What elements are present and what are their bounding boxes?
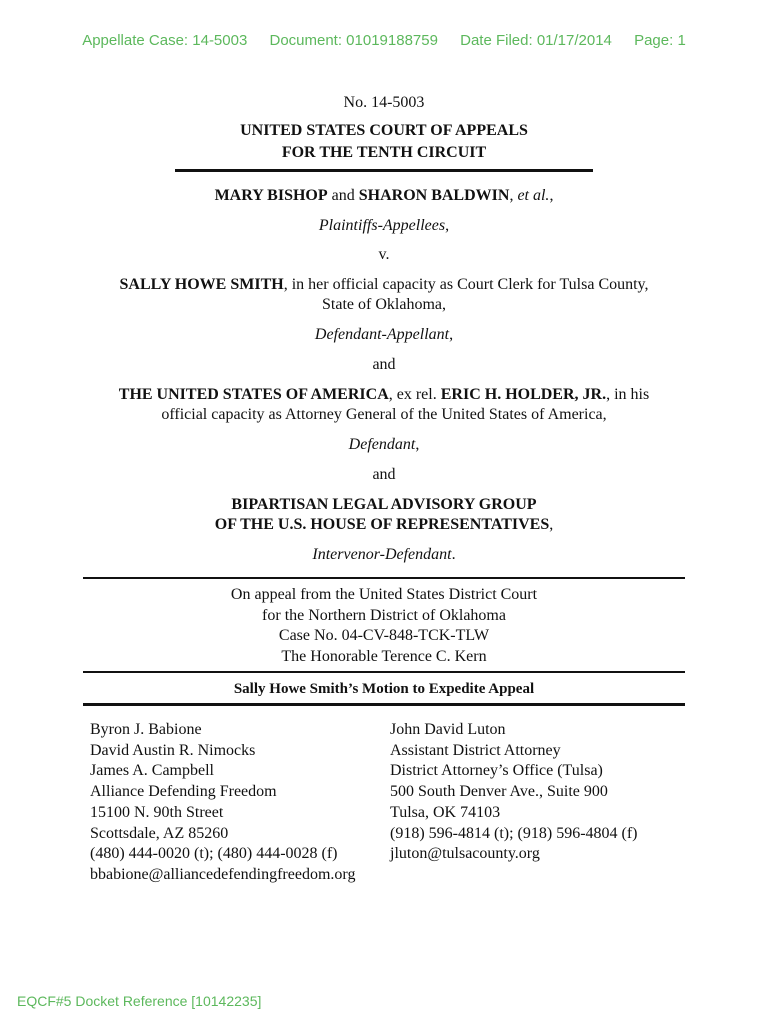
defendant-clerk-name: SALLY HOWE SMITH xyxy=(119,276,284,293)
counsel-left-line: David Austin R. Nimocks xyxy=(90,741,256,759)
intervenor-role-text: Intervenor-Defendant xyxy=(312,546,452,563)
appeal-line4: The Honorable Terence C. Kern xyxy=(281,648,487,665)
united-states-exrel: , ex rel. xyxy=(388,386,441,403)
counsel-right-line: Tulsa, OK 74103 xyxy=(390,803,501,821)
party-plaintiffs xyxy=(0,187,768,205)
plaintiff-sep: , xyxy=(509,187,518,204)
counsel-left-email: bbabione@alliancedefendingfreedom.org xyxy=(90,865,356,883)
intervenor-name-end: , xyxy=(549,516,554,533)
plaintiff-end: , xyxy=(549,187,554,204)
defendant-clerk-desc-line2: State of Oklahoma, xyxy=(322,296,446,313)
defendant-role-text: Defendant xyxy=(348,436,416,453)
counsel-left-line: James A. Campbell xyxy=(90,762,214,780)
motion-top-divider xyxy=(83,671,685,673)
counsel-left-phone: (480) 444-0020 (t); (480) 444-0028 (f) xyxy=(90,845,338,863)
counsel-left-line: Byron J. Babione xyxy=(90,721,202,738)
case-number: No. 14-5003 xyxy=(343,94,425,111)
counsel-left-line: Scottsdale, AZ 85260 xyxy=(90,824,229,842)
motion-bottom-divider xyxy=(83,703,685,706)
party-united-states xyxy=(0,386,768,404)
defendant-appellant-role-end: , xyxy=(449,326,454,343)
counsel-right-email: jluton@tulsacounty.org xyxy=(390,845,540,863)
defendant-appellant-role-text: Defendant-Appellant xyxy=(314,326,450,343)
plaintiffs-role xyxy=(0,217,768,235)
plaintiff-name-2: SHARON BALDWIN xyxy=(358,187,510,204)
united-states-name: THE UNITED STATES OF AMERICA xyxy=(118,386,389,403)
united-states-desc: , in his xyxy=(606,386,650,403)
counsel-left-line: 15100 N. 90th Street xyxy=(90,803,224,821)
header-document: Document: 01019188759 xyxy=(269,32,438,49)
intervenor-role-end: . xyxy=(451,546,456,563)
motion-title: Sally Howe Smith’s Motion to Expedite Appeal xyxy=(233,681,535,697)
counsel-right-phone: (918) 596-4814 (t); (918) 596-4804 (f) xyxy=(390,824,638,842)
header-page: Page: 1 xyxy=(634,32,686,49)
counsel-right-line: District Attorney’s Office (Tulsa) xyxy=(390,762,603,780)
defendant-role xyxy=(0,436,768,454)
appeal-line1: On appeal from the United States District Court xyxy=(230,586,538,603)
plaintiff-and: and xyxy=(327,187,359,204)
docket-reference-footer: EQCF#5 Docket Reference [10142235] xyxy=(17,993,262,1009)
counsel-right-line: 500 South Denver Ave., Suite 900 xyxy=(390,783,608,801)
counsel-right-line: John David Luton xyxy=(390,721,506,738)
attorney-general-name: ERIC H. HOLDER, JR. xyxy=(440,386,607,403)
header-date-filed: Date Filed: 01/17/2014 xyxy=(460,32,612,49)
intervenor-role xyxy=(0,546,768,564)
defendant-role-end: , xyxy=(415,436,420,453)
counsel-left-line: Alliance Defending Freedom xyxy=(90,783,277,801)
defendant-appellant-role xyxy=(0,326,768,344)
counsel-right-line: Assistant District Attorney xyxy=(390,741,561,759)
plaintiff-etal: et al. xyxy=(517,187,550,204)
counsel-block-right xyxy=(390,720,638,865)
versus: v. xyxy=(378,246,390,263)
defendant-clerk-desc: , in her official capacity as Court Clerk for Tulsa County, xyxy=(283,276,649,293)
intervenor-name-line1: BIPARTISAN LEGAL ADVISORY GROUP xyxy=(231,496,537,513)
plaintiffs-role-end: , xyxy=(445,217,450,234)
and-2: and xyxy=(372,466,396,483)
intervenor-name-line2 xyxy=(0,516,768,534)
appeal-top-divider xyxy=(83,577,685,579)
plaintiffs-role-text: Plaintiffs-Appellees xyxy=(318,217,446,234)
court-name-line1: UNITED STATES COURT OF APPEALS xyxy=(240,122,528,139)
and-1: and xyxy=(372,356,396,373)
appeal-line3: Case No. 04-CV-848-TCK-TLW xyxy=(278,627,490,644)
court-name-line2: FOR THE TENTH CIRCUIT xyxy=(281,144,487,161)
plaintiff-name-1: MARY BISHOP xyxy=(214,187,328,204)
filing-header xyxy=(0,32,768,49)
party-defendant-clerk xyxy=(0,276,768,294)
header-case: Appellate Case: 14-5003 xyxy=(82,32,248,49)
united-states-desc-line2: official capacity as Attorney General of the United States of America, xyxy=(161,406,607,423)
court-divider xyxy=(175,169,593,172)
appeal-line2: for the Northern District of Oklahoma xyxy=(262,607,506,624)
intervenor-name-line2-text: OF THE U.S. HOUSE OF REPRESENTATIVES xyxy=(214,516,550,533)
counsel-block-left xyxy=(90,720,355,886)
